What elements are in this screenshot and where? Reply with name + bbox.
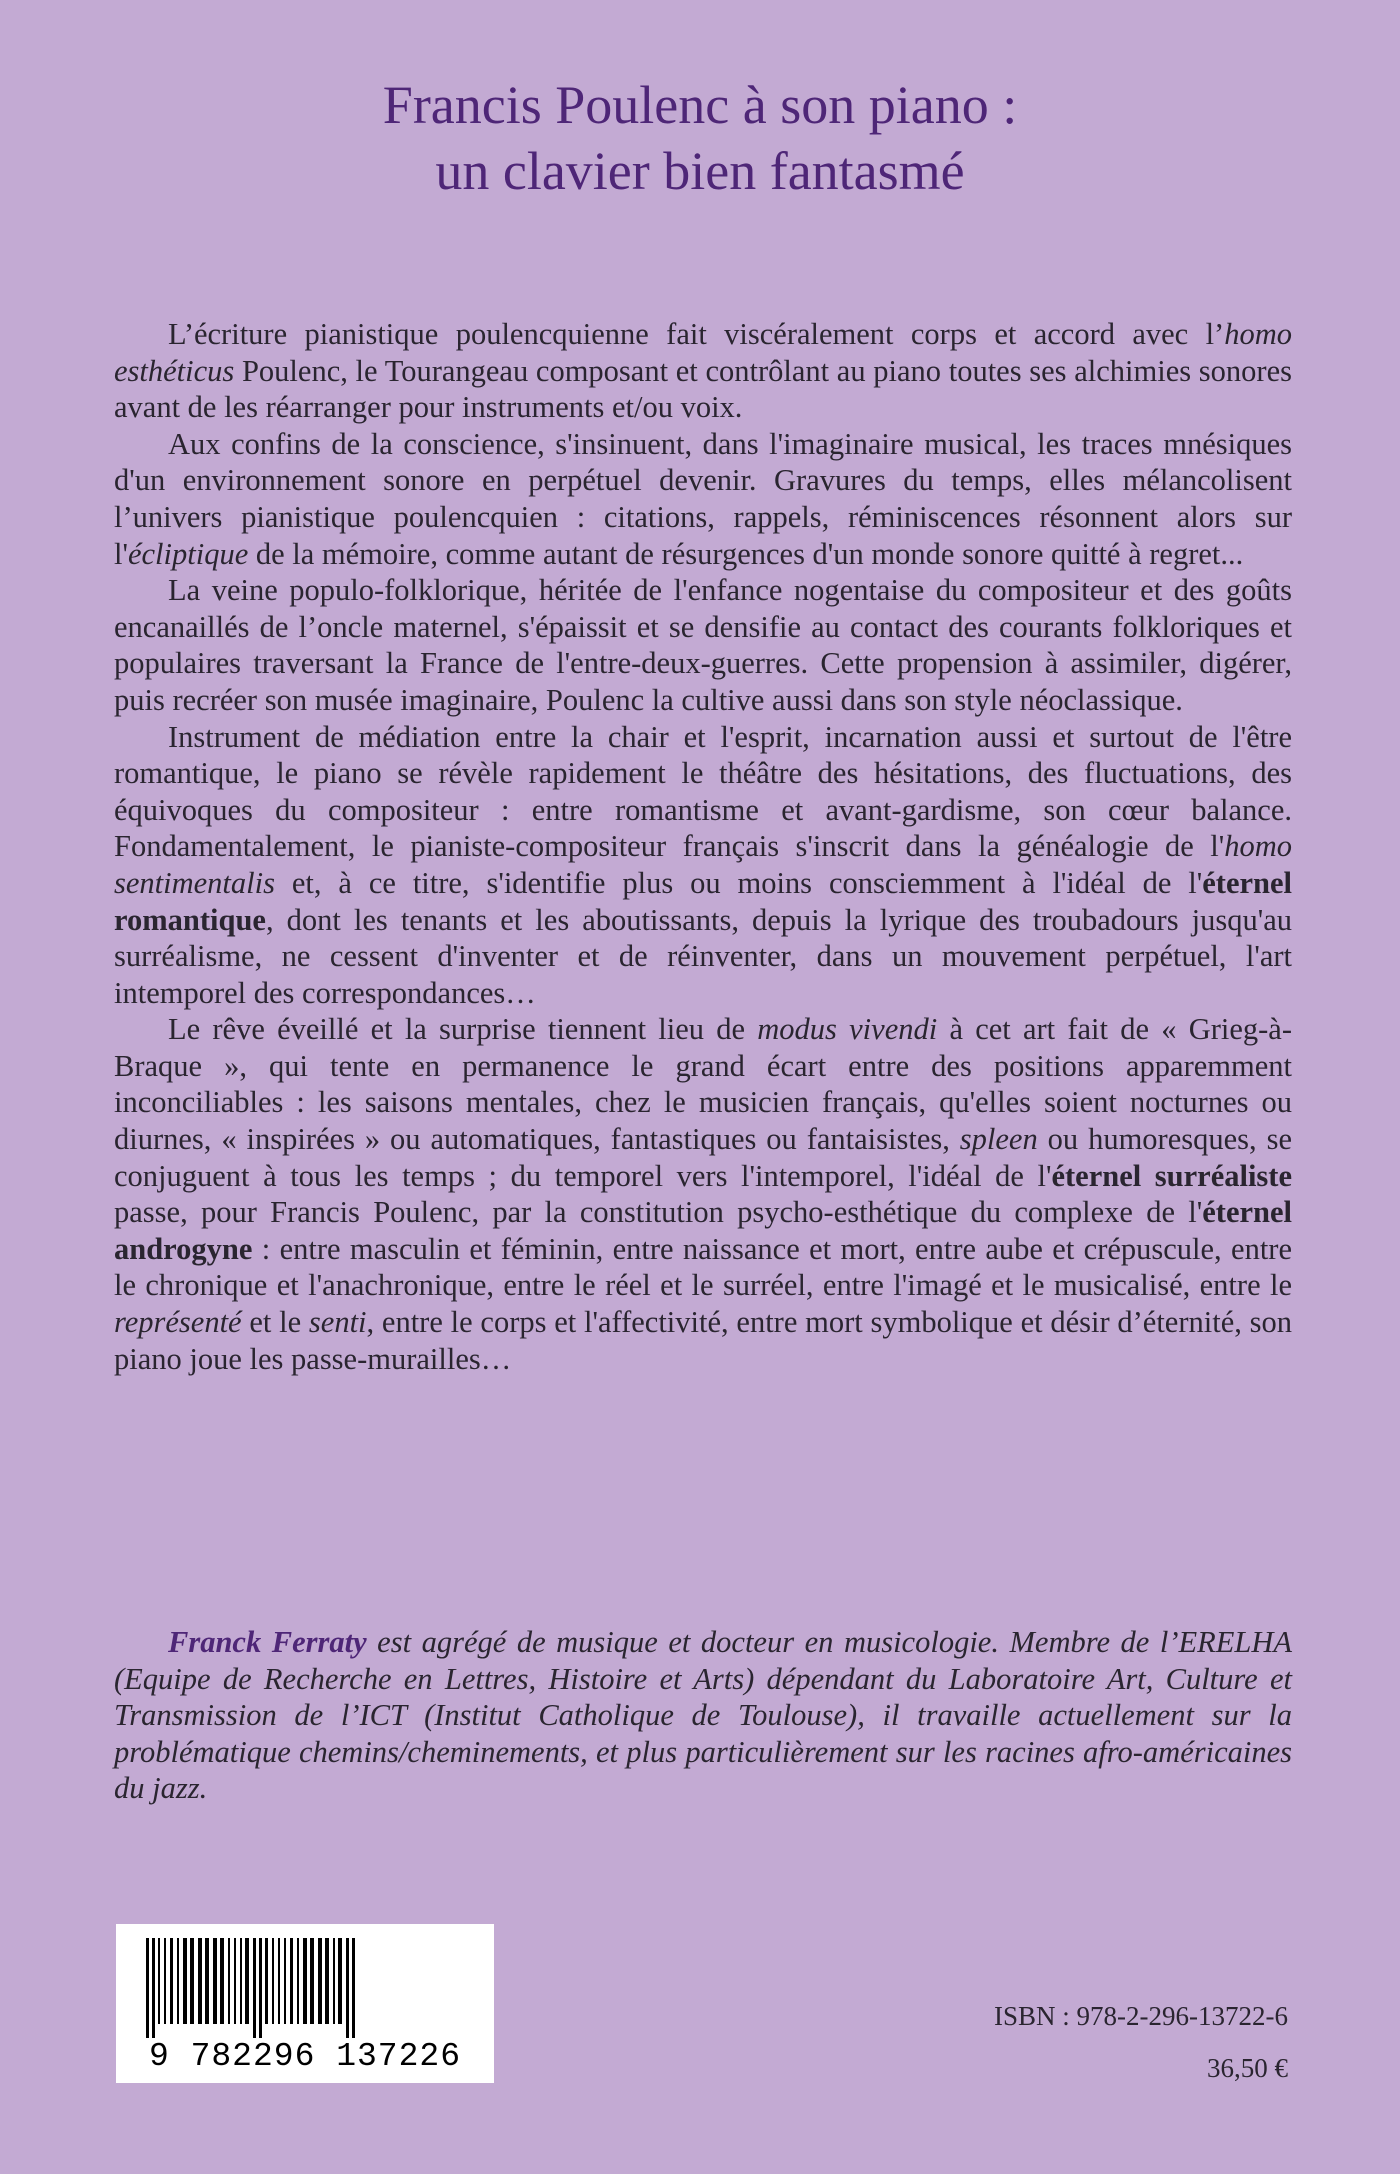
isbn: ISBN : 978-2-296-13722-6 (994, 2001, 1288, 2031)
text-run: : entre masculin et féminin, entre naissance et mort, entre aube et crépuscule, entre le chronique et l'anachronique, entre le réel et le surréel, entre l'imagé et le musicalisé, entre le (114, 1231, 1292, 1303)
barcode-bar (253, 1938, 256, 2038)
barcode-bar (290, 1938, 293, 2024)
paragraph-4 (114, 719, 1292, 1012)
barcode-bar (272, 1938, 274, 2024)
text-run: Poulenc, le Tourangeau composant et contrôlant au piano toutes ses alchimies sonores avant de les réarranger pour instruments et/ou voix. (114, 353, 1292, 425)
barcode-bar (310, 1938, 314, 2024)
barcode-bar (228, 1938, 230, 2024)
barcode-bar (240, 1938, 242, 2024)
text-run: Le rêve éveillé et la surprise tiennent lieu de (168, 1012, 758, 1047)
text-run: Instrument de médiation entre la chair et l'esprit, incarnation aussi et surtout de l'être romantique, le piano se révèle rapidement le théâtre des hésitations, des fluctuations, des équivoques du compositeur : entre romantisme et avant-gardisme, son cœur balance. Fondamentalement, le pianiste-compositeur français s'inscrit dans la généalogie de l' (114, 719, 1292, 864)
paragraph-3: La veine populo-folklorique, héritée de l'enfance nogentaise du compositeur et des goûts encanaillés de l’oncle maternel, s'épaissit et se densifie au contact des courants folkloriques et populaires traversant la France de l'entre-deux-guerres. Cette propension à assimiler, digérer, puis recréer son musée imaginaire, Poulenc la cultive aussi dans son style néoclassique. (114, 573, 1292, 717)
italic-term: homo esthéticus (114, 317, 1292, 388)
barcode-bar (318, 1938, 322, 2024)
author-name: Franck Ferraty (168, 1625, 367, 1659)
barcode-bar (338, 1938, 342, 2024)
paragraph-5 (114, 1011, 1292, 1377)
barcode-bar (158, 1938, 160, 2024)
text-run: et, à ce titre, s'identifie plus ou moins consciemment à l'idéal de l' (274, 865, 1203, 900)
italic-term: spleen (959, 1122, 1038, 1157)
price: 36,50 € (1207, 2053, 1288, 2083)
barcode-bar (234, 1938, 236, 2024)
barcode (116, 1924, 494, 2083)
blurb (114, 316, 1292, 1377)
text-run: , dont les tenants et les aboutissants, depuis la lyrique des troubadours jusqu'au surréalisme, ne cessent d'inventer et de réinventer, dans un mouvement perpétuel, l'art intemporel des correspondances… (114, 902, 1292, 1010)
text-run: ou humoresques, se conjuguent à tous les temps ; du temporel vers l'intemporel, l'idéal de l' (114, 1122, 1292, 1193)
author-bio-text: est agrégé de musique et docteur en musicologie. Membre de l’ERELHA (Equipe de Recherche en Lettres, Histoire et Arts) dépendant du Laboratoire Art, Culture et Transmission de l’ICT (Institut Catholique de Toulouse), il travaille actuellement sur la problématique chemins/cheminements, et plus particulièrement sur les racines afro-américaines du jazz. (114, 1625, 1292, 1806)
text-run: à cet art fait de « Grieg-à-Braque », qui tente en permanence le grand écart entre des positions apparemment inconciliables : les saisons mentales, chez le musicien français, qu'elles soient nocturnes ou diurnes, « inspirées » ou automatiques, fantastiques ou fantaisistes, (114, 1012, 1292, 1157)
book-title (0, 72, 1400, 204)
bold-term: éternel surréaliste (1051, 1158, 1292, 1193)
paragraph-2 (114, 426, 1292, 572)
barcode-bar (333, 1938, 335, 2024)
barcode-bar (265, 1938, 268, 2024)
barcode-bar (325, 1938, 329, 2024)
barcode-bar (220, 1938, 224, 2024)
barcode-bar (205, 1938, 209, 2024)
paragraph-1 (114, 316, 1292, 426)
text-run: , entre le corps et l'affectivité, entre mort symbolique et désir d’éternité, son piano joue les passe-murailles… (114, 1305, 1292, 1376)
barcode-bar (164, 1938, 166, 2024)
barcode-bar (170, 1938, 173, 2024)
barcode-bar (198, 1938, 202, 2024)
barcode-bar (213, 1938, 217, 2024)
barcode-bar (245, 1938, 249, 2024)
barcode-bar (190, 1938, 194, 2024)
italic-term: homo sentimentalis (114, 829, 1292, 900)
bold-term: éternel romantique (114, 865, 1292, 937)
barcode-bar (297, 1938, 299, 2024)
barcode-bar (278, 1938, 280, 2024)
barcode-bar (177, 1938, 179, 2024)
italic-term: modus vivendi (757, 1012, 938, 1047)
title-line-2: un clavier bien fantasmé (435, 141, 965, 201)
text-run: et le (241, 1305, 309, 1340)
text-run: L’écriture pianistique poulencquienne fait viscéralement corps et accord avec l’ (168, 317, 1225, 351)
author-bio (114, 1624, 1292, 1807)
barcode-digits: 9 782296 137226 (148, 2038, 462, 2075)
barcode-bar (284, 1938, 286, 2024)
barcode-bar (146, 1938, 149, 2038)
barcode-bars (126, 1938, 484, 2038)
text-run: de la mémoire, comme autant de résurgences d'un monde sonore quitté à regret... (248, 536, 1244, 571)
italic-term: senti (308, 1305, 367, 1340)
bold-term: éternel androgyne (114, 1195, 1292, 1266)
barcode-bar (183, 1938, 187, 2024)
text-run: Aux confins de la conscience, s'insinuent, dans l'imaginaire musical, les traces mnésiques d'un environnement sonore en perpétuel devenir. Gravures du temps, elles mélancolisent l’univers pianistique poulencquien : citations, rappels, réminiscences résonnent alors sur l' (114, 426, 1292, 571)
barcode-bar (259, 1938, 262, 2038)
barcode-bar (346, 1938, 349, 2038)
italic-term: écliptique (127, 536, 249, 571)
text-run: passe, pour Francis Poulenc, par la constitution psycho-esthétique du complexe de l' (114, 1195, 1203, 1230)
title-line-1: Francis Poulenc à son piano : (382, 75, 1018, 135)
barcode-bar (352, 1938, 355, 2038)
barcode-bar (303, 1938, 307, 2024)
italic-term: représenté (114, 1305, 242, 1340)
barcode-bar (152, 1938, 155, 2038)
